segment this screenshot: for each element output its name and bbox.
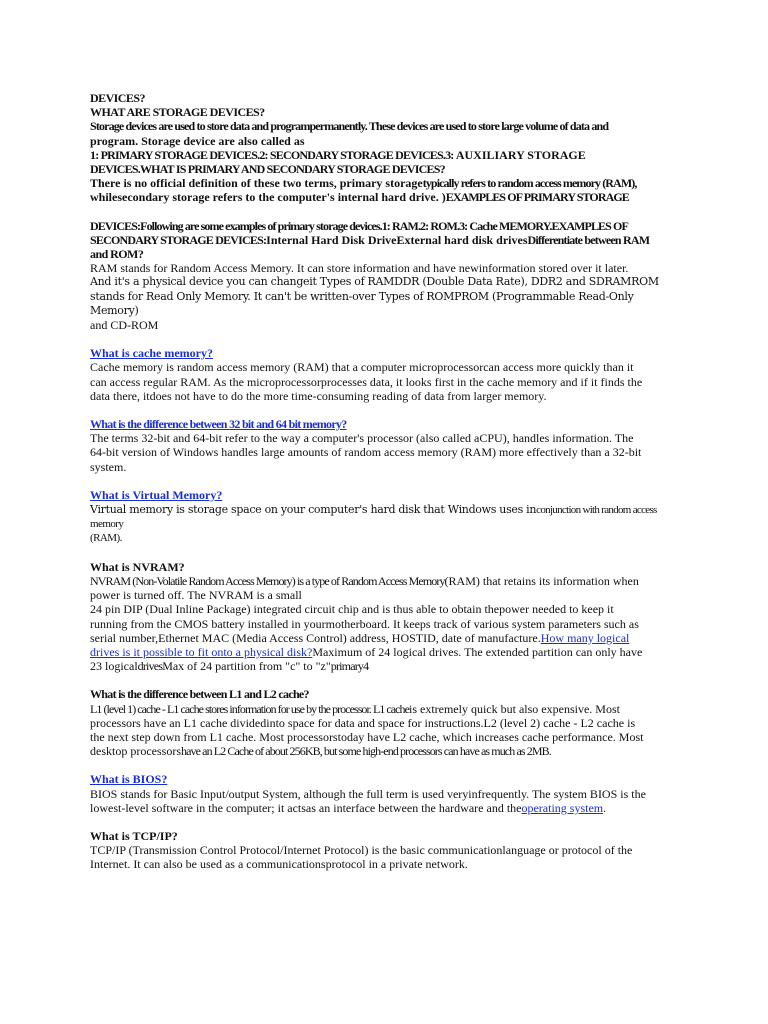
devices-line: And it's a physical device you can changeit Types of RAMDDR (Double Data Rate), DDR2 and SDRAMROM xyxy=(90,275,659,289)
virtual-text: conjunction with random access xyxy=(536,504,657,517)
virtual-line xyxy=(90,502,680,517)
nvram-text: Max of 24 partition from "c" to "z" xyxy=(162,659,331,674)
l1l2-text: the next step down from L1 cache. Most processors xyxy=(90,729,338,744)
intro-text: EXAMPLES OF PRIMARY STORAGE xyxy=(445,190,629,205)
l1l2-text: desktop processors xyxy=(90,744,181,759)
bios-text: lowest-level software in the computer; it actsas an interface between the hardware and the xyxy=(90,800,522,815)
devices-line: stands for Read Only Memory. It can't be written-over Types of ROMPROM (Programmable Read-Only Memory) xyxy=(90,289,634,317)
l1l2-text: L1 (level 1) cache - L1 cache stores information for use by the processor. L1 cache xyxy=(90,701,409,716)
nvram-text: 23 logical xyxy=(90,659,138,674)
devices-line: RAM stands for Random Access Memory. It can store information and have newinformation stored over it later. xyxy=(90,261,629,276)
intro-line: program. Storage device are also called as xyxy=(90,133,305,148)
bits-heading-link[interactable]: What is the difference between 32 bit and 64 bit memory? xyxy=(90,417,347,432)
l1l2-text: processors have an L1 cache divided xyxy=(90,715,267,730)
intro-text: typically refers to random access memory (RAM), xyxy=(422,176,637,191)
devices-line: DEVICES:Following are some examples of primary storage devices.1: RAM.2: ROM.3: Cache MEMORY.EXAMPLES OF xyxy=(90,218,628,233)
operating-system-link[interactable]: operating system xyxy=(521,800,604,815)
intro-text: There is no official definition of these two terms, primary storage xyxy=(90,176,423,191)
nvram-text: (RAM) that retains its information when xyxy=(444,573,639,588)
cache-heading-link[interactable]: What is cache memory? xyxy=(90,346,213,361)
cache-line: data there, itdoes not have to do the more time-consuming reading of data from larger memory. xyxy=(90,388,547,403)
intro-line xyxy=(90,176,680,190)
nvram-text: Maximum of 24 logical drives. The extended partition can only have xyxy=(312,644,643,659)
intro-text: whilesecondary storage refers to the computer's internal hard drive. ) xyxy=(90,190,446,205)
bits-line: The terms 32-bit and 64-bit refer to the way a computer's processor (also called aCPU), handles information. The xyxy=(90,431,634,446)
bios-line: BIOS stands for Basic Input/output System, although the full term is used veryinfrequently. The system BIOS is the xyxy=(90,786,646,801)
bios-text: . xyxy=(603,800,607,815)
intro-text: AUXILIARY STORAGE xyxy=(453,147,586,162)
intro-line xyxy=(90,190,680,204)
virtual-line: memory xyxy=(90,518,124,531)
devices-line: and ROM? xyxy=(90,247,144,262)
devices-text: Differentiate between RAM xyxy=(527,232,650,247)
bits-line: system. xyxy=(90,459,127,474)
l1l2-heading: What is the difference between L1 and L2 cache? xyxy=(90,687,309,702)
nvram-text: primary4 xyxy=(330,659,369,674)
l1l2-text: is extremely quick but also expensive. Most xyxy=(408,701,620,716)
intro-line xyxy=(90,119,680,133)
virtual-line: (RAM). xyxy=(90,532,122,545)
nvram-text: NVRAM (Non-Volatile Random Access Memory) is a type of Random Access Memory xyxy=(90,573,445,588)
nvram-text: serial number,Ethernet MAC (Media Access Control) address, HOSTID, date of manufacture. xyxy=(90,630,541,645)
devices-text: SECONDARY STORAGE DEVICES: xyxy=(90,232,267,247)
tcp-line: Internet. It can also be used as a communicationsprotocol in a private network. xyxy=(90,857,468,872)
l1l2-line xyxy=(90,744,680,758)
l1l2-text: have an L2 Cache of about 256KB, but some high-end processors can have as much as 2MB. xyxy=(180,744,551,759)
nvram-line xyxy=(90,574,680,588)
tcp-heading: What is TCP/IP? xyxy=(90,828,178,843)
logical-drives-link[interactable]: How many logical xyxy=(540,630,630,645)
nvram-line: running from the CMOS battery installed in yourmotherboard. It keeps track of various system parameters such as xyxy=(90,616,639,631)
intro-text: Storage devices are used to store data and programpermanently. These devices are used to store large volume of data and xyxy=(90,119,609,134)
nvram-line: 24 pin DIP (Dual Inline Package) integrated circuit chip and is thus able to obtain thepower needed to keep it xyxy=(90,602,614,617)
virtual-heading-link[interactable]: What is Virtual Memory? xyxy=(90,487,223,502)
devices-line xyxy=(90,233,680,247)
l1l2-line xyxy=(90,716,680,730)
bios-heading-link[interactable]: What is BIOS? xyxy=(90,772,168,787)
nvram-text: drives xyxy=(137,659,163,674)
nvram-line xyxy=(90,659,680,673)
intro-line: DEVICES.WHAT IS PRIMARY AND SECONDARY STORAGE DEVICES? xyxy=(90,162,445,177)
l1l2-line xyxy=(90,702,680,716)
nvram-line xyxy=(90,645,680,659)
bios-line xyxy=(90,801,680,815)
tcp-line: TCP/IP (Transmission Control Protocol/Internet Protocol) is the basic communicationlanguage or protocol of the xyxy=(90,843,633,858)
intro-heading: WHAT ARE STORAGE DEVICES? xyxy=(90,105,265,120)
intro-line: DEVICES? xyxy=(90,91,145,105)
l1l2-text: today have L2 cache, which increases cache performance. Most xyxy=(337,729,644,744)
devices-line: and CD-ROM xyxy=(90,318,159,333)
virtual-text: Virtual memory is storage space on your computer's hard disk that Windows uses in xyxy=(90,503,537,517)
document-page xyxy=(90,91,680,872)
devices-text: Internal Hard Disk DriveExternal hard disk drives xyxy=(266,232,528,247)
intro-text: 1: PRIMARY STORAGE DEVICES.2: SECONDARY STORAGE DEVICES.3: xyxy=(90,147,454,162)
bits-line: 64-bit version of Windows handles large amounts of random access memory (RAM) more effectively than a 32-bit xyxy=(90,445,642,460)
l1l2-line xyxy=(90,730,680,744)
logical-drives-link[interactable]: drives is it possible to fit onto a physical disk? xyxy=(90,644,313,659)
nvram-line xyxy=(90,631,680,645)
nvram-line: power is turned off. The NVRAM is a small xyxy=(90,588,302,603)
intro-line xyxy=(90,148,680,162)
cache-line: Cache memory is random access memory (RAM) that a computer microprocessorcan access more quickly than it xyxy=(90,360,634,375)
l1l2-text: into space for data and space for instructions.L2 (level 2) cache - L2 cache is xyxy=(266,715,636,730)
nvram-heading: What is NVRAM? xyxy=(90,559,185,574)
cache-line: can access regular RAM. As the microprocessorprocesses data, it looks first in the cache memory and if it finds the xyxy=(90,374,643,389)
